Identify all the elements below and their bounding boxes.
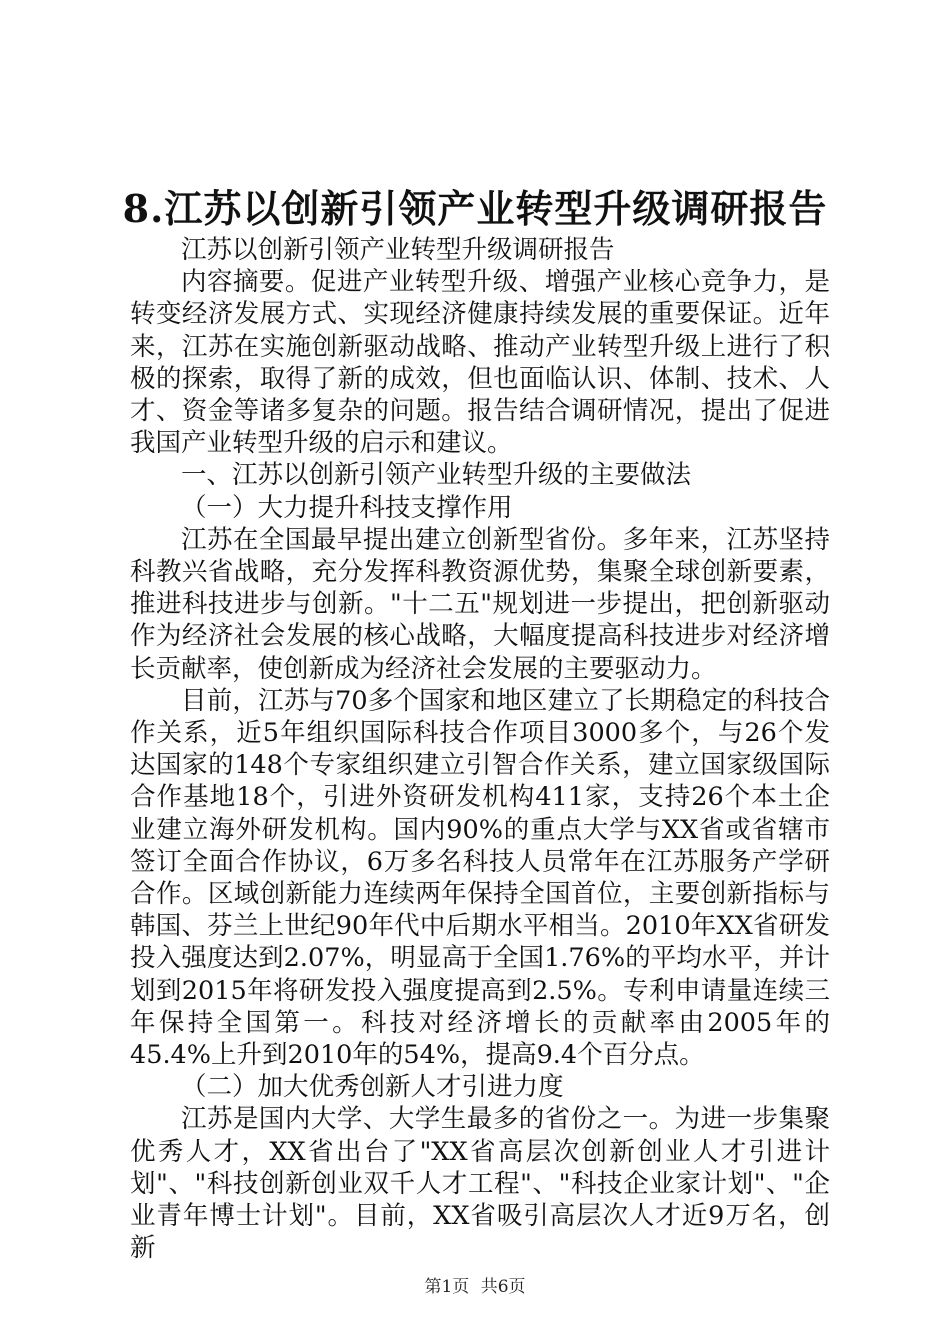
page-footer: [0, 1272, 950, 1297]
page-number: 第1页: [424, 1277, 470, 1297]
body-paragraph: 江苏在全国最早提出建立创新型省份。多年来，江苏坚持科教兴省战略，充分发挥科教资源优势，集聚全球创新要素，推进科技进步与创新。"十二五"规划进一步提出，把创新驱动作为经济社会发展的核心战略，大幅度提高科技进步对经济增长贡献率，使创新成为经济社会发展的主要驱动力。: [130, 524, 830, 684]
document-title: 8.江苏以创新引领产业转型升级调研报告: [122, 186, 828, 231]
subsection-heading: （二）加大优秀创新人才引进力度: [181, 1072, 564, 1103]
subtitle-paragraph: 江苏以创新引领产业转型升级调研报告: [181, 235, 615, 265]
body-paragraph: 江苏是国内大学、大学生最多的省份之一。为进一步集聚优秀人才，XX省出台了"XX省高层次创新创业人才引进计划"、"科技创新创业双千人才工程"、"科技企业家计划"、"企业青年博士计划"。目前，XX省吸引高层次人才近9万名，创新: [130, 1104, 830, 1264]
page-total: 共6页: [480, 1277, 526, 1297]
abstract-paragraph: 内容摘要。促进产业转型升级、增强产业核心竞争力，是转变经济发展方式、实现经济健康持续发展的重要保证。近年来，江苏在实施创新驱动战略、推动产业转型升级上进行了积极的探索，取得了新的成效，但也面临认识、体制、技术、人才、资金等诸多复杂的问题。报告结合调研情况，提出了促进我国产业转型升级的启示和建议。: [130, 267, 830, 459]
document-body: [130, 234, 830, 1265]
body-paragraph: 目前，江苏与70多个国家和地区建立了长期稳定的科技合作关系，近5年组织国际科技合作项目3000多个，与26个发达国家的148个专家组织建立引智合作关系，建立国家级国际合作基地18个，引进外资研发机构411家，支持26个本土企业建立海外研发机构。国内90%的重点大学与XX省或省辖市签订全面合作协议，6万多名科技人员常年在江苏服务产学研合作。区域创新能力连续两年保持全国首位，主要创新指标与韩国、芬兰上世纪90年代中后期水平相当。2010年XX省研发投入强度达到2.07%，明显高于全国1.76%的平均水平，并计划到2015年将研发投入强度提高到2.5%。专利申请量连续三年保持全国第一。科技对经济增长的贡献率由2005年的45.4%上升到2010年的54%，提高9.4个百分点。: [130, 685, 830, 1071]
subsection-heading: （一）大力提升科技支撑作用: [181, 492, 513, 523]
section-heading: 一、江苏以创新引领产业转型升级的主要做法: [181, 460, 692, 491]
